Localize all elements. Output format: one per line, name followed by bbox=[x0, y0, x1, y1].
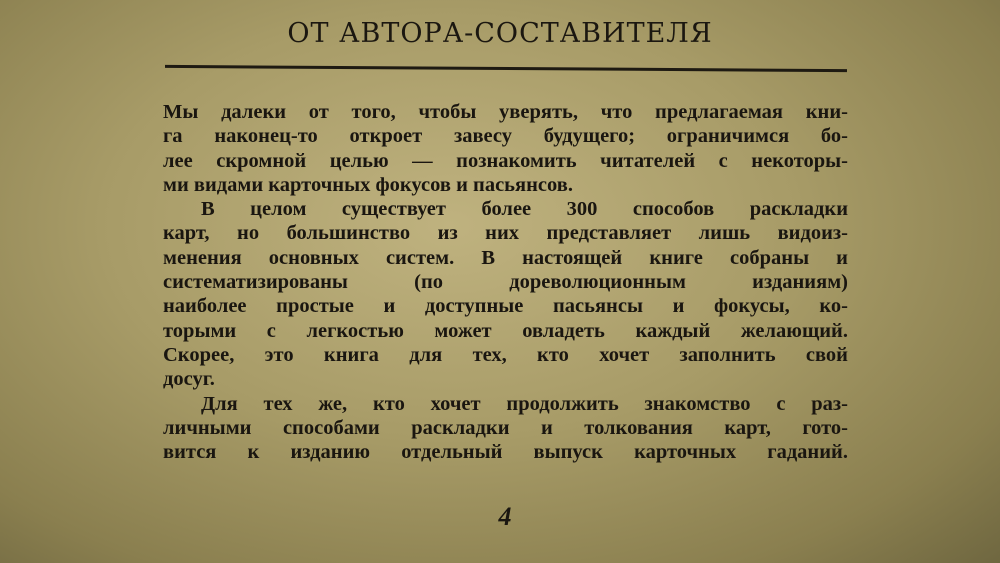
chapter-heading: ОТ АВТОРА-СОСТАВИТЕЛЯ bbox=[287, 18, 713, 49]
text-line: карт, но большинство из них представляет лишь видоиз- bbox=[163, 222, 848, 245]
text-line: систематизированы (по дореволюционным изданиям) bbox=[163, 271, 848, 294]
text-line: Мы далеки от того, чтобы уверять, что предлагаемая кни- bbox=[163, 101, 848, 123]
heading-rule bbox=[165, 65, 847, 72]
body-text bbox=[163, 100, 848, 464]
page-number: 4 bbox=[498, 502, 512, 531]
text-line: вится к изданию отдельный выпуск карточных гаданий. bbox=[163, 441, 848, 464]
text-line: Для тех же, кто хочет продолжить знакомство с раз- bbox=[201, 392, 848, 415]
text-line: наиболее простые и доступные пасьянсы и фокусы, ко- bbox=[163, 295, 848, 318]
text-line: досуг. bbox=[163, 368, 215, 391]
text-line: лее скромной целью — познакомить читателей с некоторы- bbox=[163, 149, 848, 172]
text-line: ми видами карточных фокусов и пасьянсов. bbox=[163, 173, 573, 196]
text-line: Скорее, это книга для тех, кто хочет заполнить свой bbox=[163, 343, 848, 366]
text-line: га наконец-то откроет завесу будущего; ограничимся бо- bbox=[163, 125, 848, 148]
text-line: менения основных систем. В настоящей книге собраны и bbox=[163, 246, 848, 269]
text-line: В целом существует более 300 способов раскладки bbox=[201, 198, 848, 221]
text-line: личными способами раскладки и толкования карт, гото- bbox=[163, 416, 848, 439]
text-line: торыми с легкостью может овладеть каждый желающий. bbox=[163, 319, 848, 342]
